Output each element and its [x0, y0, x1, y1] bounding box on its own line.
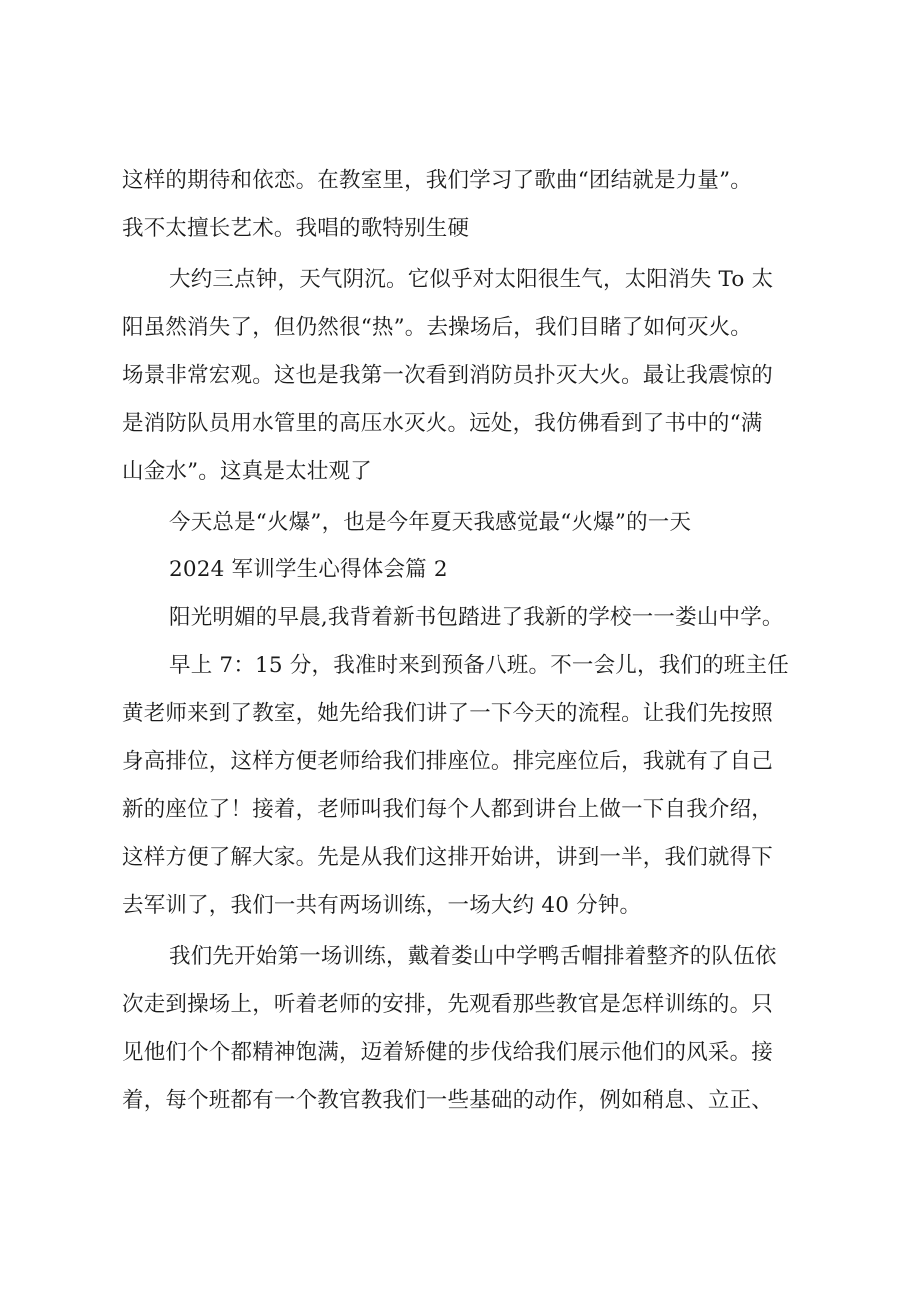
- section-heading: 2024 军训学生心得体会篇 2: [169, 557, 448, 582]
- text-line: 这样的期待和依恋。在教室里，我们学习了歌曲“团结就是力量”。: [122, 168, 752, 193]
- text-line: 阳虽然消失了，但仍然很“热”。去操场后，我们目睹了如何灭火。: [122, 315, 752, 340]
- paragraph-first-line: 大约三点钟，天气阴沉。它似乎对太阳很生气，太阳消失 To 太: [169, 267, 774, 292]
- text-line: 新的座位了！接着，老师叫我们每个人都到讲台上做一下自我介绍，: [122, 797, 774, 822]
- paragraph-first-line: 我们先开始第一场训练，戴着娄山中学鸭舌帽排着整齐的队伍依: [169, 944, 777, 969]
- text-line: 是消防队员用水管里的高压水灭火。远处，我仿佛看到了书中的“满: [122, 411, 763, 436]
- text-line: 次走到操场上，听着老师的安排，先观看那些教官是怎样训练的。只: [122, 992, 774, 1017]
- paragraph-first-line: 今天总是“火爆”，也是今年夏天我感觉最“火爆”的一天: [169, 510, 692, 535]
- paragraph-first-line: 早上 7：15 分，我准时来到预备八班。不一会儿，我们的班主任: [169, 653, 789, 678]
- text-line: 身高排位，这样方便老师给我们排座位。排完座位后，我就有了自己: [122, 749, 774, 774]
- text-line: 山金水”。这真是太壮观了: [122, 459, 372, 484]
- paragraph-first-line: 阳光明媚的早晨,我背着新书包踏进了我新的学校一一娄山中学。: [169, 605, 784, 630]
- text-line: 去军训了，我们一共有两场训练，一场大约 40 分钟。: [122, 893, 642, 918]
- text-line: 着，每个班都有一个教官教我们一些基础的动作，例如稍息、立正、: [122, 1088, 774, 1113]
- text-line: 见他们个个都精神饱满，迈着矫健的步伐给我们展示他们的风采。接: [122, 1040, 774, 1065]
- text-line: 这样方便了解大家。先是从我们这排开始讲，讲到一半，我们就得下: [122, 845, 774, 870]
- text-line: 我不太擅长艺术。我唱的歌特别生硬: [122, 216, 470, 241]
- text-line: 场景非常宏观。这也是我第一次看到消防员扑灭大火。最让我震惊的: [122, 363, 774, 388]
- text-line: 黄老师来到了教室，她先给我们讲了一下今天的流程。让我们先按照: [122, 701, 774, 726]
